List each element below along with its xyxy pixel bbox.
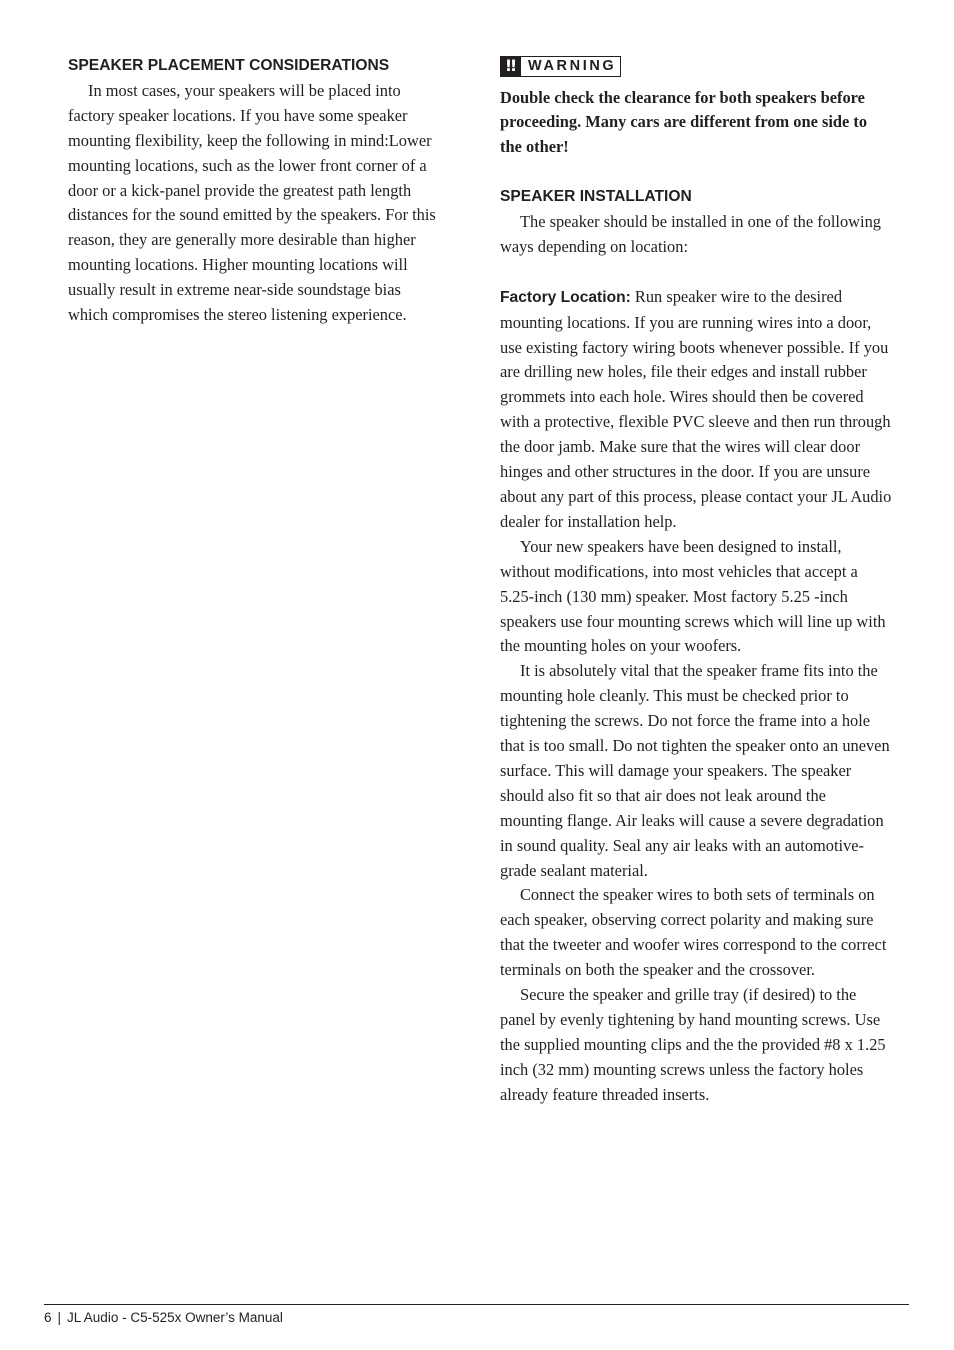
footer-rule: [44, 1304, 909, 1305]
placement-paragraph: In most cases, your speakers will be placed into factory speaker locations. If you have some speaker mounting flexibility, keep the following in mind:Lower mounting locations, such as the lower front corner of a door or a kick-panel provide the greatest path length distances for the sound emitted by the speakers. For this reason, they are generally more desirable than higher mounting locations. Higher mounting locations will usually result in extreme near-side soundstage bias which compromises the stereo listening experience.: [68, 80, 436, 325]
factory-location-text: Run speaker wire to the desired mounting locations. If you are running wires into a door, use existing factory wiring boots whenever possible. If you are drilling new holes, file their edges and install rubber grommets into each hole. Wires should then be covered with a protective, flexible PVC sleeve and then run through the door jamb. Make sure that the wires will clear door hinges and other structures in the door. If you are unsure about any part of this process, please contact your JL Audio dealer for installation help.: [500, 286, 892, 531]
left-column: [68, 54, 443, 328]
warning-label: WARNING: [528, 57, 617, 74]
page-footer: [44, 1310, 283, 1325]
fit-paragraph: Your new speakers have been designed to install, without modifications, into most vehicles that accept a 5.25-inch (130 mm) speaker. Most factory 5.25 -inch speakers use four mounting screws which will line up with the mounting holes on your woofers.: [500, 536, 886, 656]
section-heading-placement: SPEAKER PLACEMENT CONSIDERATIONS: [68, 57, 390, 74]
right-column: [500, 54, 892, 1108]
warning-text: Double check the clearance for both speakers before proceeding. Many cars are different from one side to the other!: [500, 87, 868, 157]
page-number: 6: [44, 1310, 52, 1325]
warning-badge: [500, 56, 621, 77]
installation-intro: The speaker should be installed in one of the following ways depending on location:: [500, 212, 881, 256]
secure-paragraph: Secure the speaker and grille tray (if desired) to the panel by evenly tightening by hand mounting screws. Use the supplied mounting clips and the the provided #8 x 1.25 inch (32 mm) mounting screws unless the factory holes already feature threaded inserts.: [500, 985, 886, 1104]
section-heading-installation: SPEAKER INSTALLATION: [500, 188, 692, 206]
connect-paragraph: Connect the speaker wires to both sets of terminals on each speaker, observing correct polarity and making sure that the tweeter and woofer wires correspond to the correct terminals on both the speaker and the crossover.: [500, 885, 887, 980]
double-exclamation-icon: ‼: [501, 57, 521, 76]
factory-location-paragraph: [500, 285, 892, 535]
footer-separator: |: [57, 1310, 62, 1325]
factory-location-label: Factory Location:: [500, 288, 631, 306]
footer-title: JL Audio - C5-525x Owner’s Manual: [67, 1310, 283, 1325]
frame-paragraph: It is absolutely vital that the speaker frame fits into the mounting hole cleanly. This must be checked prior to tightening the screws. Do not force the frame into a hole that is too small. Do not tighten the speaker onto an uneven surface. This will damage your speakers. The speaker should also fit so that air does not leak around the mounting flange. Air leaks will cause a severe degradation in sound quality. Seal any air leaks with an automotive-grade sealant material.: [500, 661, 890, 880]
